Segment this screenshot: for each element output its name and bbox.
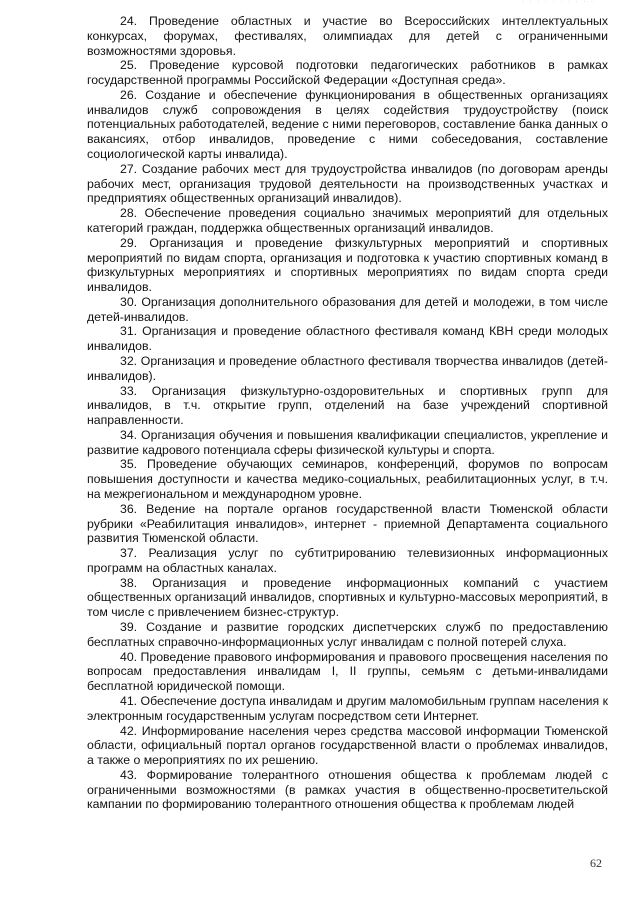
list-item: 33. Организация физкультурно-оздоровительных и спортивных групп для инвалидов, в т.ч. открытие групп, отделений на базе учреждений спортивной направленности.: [87, 383, 608, 428]
list-item: 30. Организация дополнительного образования для детей и молодежи, в том числе детей-инвалидов.: [87, 294, 608, 324]
list-item: 34. Организация обучения и повышения квалификации специалистов, укрепление и развитие кадрового потенциала сферы физической культуры и спорта.: [87, 427, 608, 457]
list-item: 43. Формирование толерантного отношения общества к проблемам людей с ограниченными возможностями (в рамках участия в общественно-просветительской кампании по формированию толерантного отношения общества к проблемам людей: [87, 767, 608, 812]
list-item: 24. Проведение областных и участие во Всероссийских интеллектуальных конкурсах, форумах, фестивалях, олимпиадах для детей с ограниченными возможностями здоровья.: [87, 14, 608, 58]
list-item: 28. Обеспечение проведения социально значимых мероприятий для отдельных категорий граждан, поддержка общественных организаций инвалидов.: [87, 206, 608, 235]
list-item: 31. Организация и проведение областного фестиваля команд КВН среди молодых инвалидов.: [87, 324, 608, 354]
list-item: 29. Организация и проведение физкультурных мероприятий и спортивных мероприятий по видам спорта, организация и подготовка к участию спортивных команд в физкультурных мероприятиях и спортивных мероприятиях по видам спорта среди инвалидов.: [87, 235, 608, 295]
list-item: 39. Создание и развитие городских диспетчерских служб по предоставлению бесплатных справочно-информационных услуг инвалидам с полной потерей слуха.: [87, 620, 608, 649]
list-item: 25. Проведение курсовой подготовки педагогических работников в рамках государственной программы Российской Федерации «Доступная среда».: [87, 58, 608, 88]
list-item: 37. Реализация услуг по субтитрированию телевизионных информационных программ на областных каналах.: [87, 546, 608, 575]
list-item: 41. Обеспечение доступа инвалидам и другим маломобильным группам населения к электронным государственным услугам посредством сети Интернет.: [87, 693, 609, 723]
list-item: 40. Проведение правового информирования и правового просвещения населения по вопросам предоставления инвалидам I, II группы, семьям с детьми-инвалидами бесплатной юридической помощи.: [87, 649, 608, 694]
list-item: 32. Организация и проведение областного фестиваля творчества инвалидов (детей-инвалидов).: [87, 353, 608, 383]
document-body: [87, 14, 608, 812]
page-number: 62: [590, 856, 602, 870]
header-mark: · · · · · · · · · ·: [522, 0, 595, 4]
list-item: 27. Создание рабочих мест для трудоустройства инвалидов (по договорам аренды рабочих мест, организация трудовой деятельности на производственных участках и предприятиях общественных организаций инвалидов).: [87, 161, 608, 206]
list-item: 42. Информирование населения через средства массовой информации Тюменской области, официальный портал органов государственной власти о проблемах инвалидов, а также о мероприятиях по их решению.: [87, 723, 608, 768]
list-item: 38. Организация и проведение информационных компаний с участием общественных организаций инвалидов, спортивных и культурно-массовых мероприятий, в том числе с привлечением бизнес-структур.: [87, 575, 608, 620]
list-item: 36. Ведение на портале органов государственной власти Тюменской области рубрики «Реабилитация инвалидов», интернет - приемной Департамента социального развития Тюменской области.: [87, 501, 608, 546]
list-item: 35. Проведение обучающих семинаров, конференций, форумов по вопросам повышения доступности и качества медико-социальных, реабилитационных услуг, в т.ч. на межрегиональном и международном уровне.: [87, 457, 608, 501]
list-item: 26. Создание и обеспечение функционирования в общественных организациях инвалидов служб сопровождения в целях содействия трудоустройству (поиск потенциальных работодателей, ведение с ними переговоров, составление банка данных о вакансиях, отбор инвалидов, проведение с ними собеседования, составление социологической карты инвалида).: [87, 87, 608, 162]
